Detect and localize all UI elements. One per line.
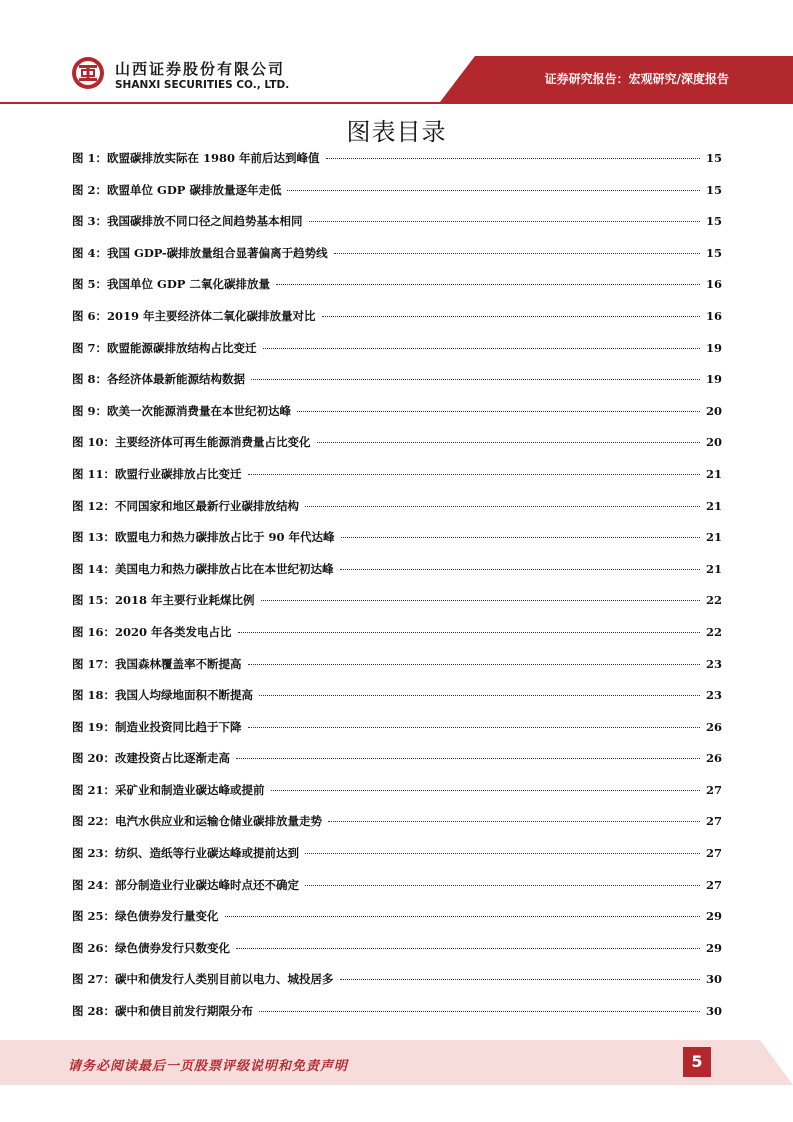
toc-dot-leader [238,632,700,633]
report-type-label: 证券研究报告：宏观研究/深度报告 [544,72,729,86]
toc-dot-leader [248,474,700,475]
toc-dot-leader [287,190,700,191]
toc-item[interactable] [72,813,722,845]
toc-item-label: 图 17：我国森林覆盖率不断提高 [72,656,242,671]
toc-item-page: 27 [705,814,722,829]
toc-item-label: 图 15：2018 年主要行业耗煤比例 [72,593,255,608]
toc-dot-leader [340,979,700,980]
toc-item[interactable] [72,624,722,656]
toc-dot-leader [305,506,700,507]
toc-item[interactable] [72,845,722,877]
toc-dot-leader [259,695,700,696]
toc-item[interactable] [72,308,722,340]
toc-item-label: 图 7：欧盟能源碳排放结构占比变迁 [72,340,257,355]
toc-item[interactable] [72,1003,722,1035]
toc-dot-leader [328,821,700,822]
toc-item-label: 图 19：制造业投资同比趋于下降 [72,719,242,734]
toc-item[interactable] [72,498,722,530]
toc-dot-leader [340,569,700,570]
toc-item-label: 图 5：我国单位 GDP 二氧化碳排放量 [72,277,270,292]
toc-item-label: 图 18：我国人均绿地面积不断提高 [72,688,254,703]
toc-item[interactable] [72,750,722,782]
toc-item-page: 22 [705,593,722,608]
toc-dot-leader [263,348,700,349]
toc-item-label: 图 11：欧盟行业碳排放占比变迁 [72,466,242,481]
toc-item-page: 15 [705,245,722,260]
toc-item-label: 图 13：欧盟电力和热力碳排放占比于 90 年代达峰 [72,530,335,545]
toc-dot-leader [322,316,700,317]
toc-item[interactable] [72,592,722,624]
toc-item-label: 图 6：2019 年主要经济体二氧化碳排放量对比 [72,308,316,323]
toc-item-label: 图 1：欧盟碳排放实际在 1980 年前后达到峰值 [72,151,320,165]
toc-item-label: 图 20：改建投资占比逐渐走高 [72,751,231,766]
toc-dot-leader [225,916,700,917]
toc-item-label: 图 3：我国碳排放不同口径之间趋势基本相同 [72,214,303,229]
toc-item-label: 图 2：欧盟单位 GDP 碳排放量逐年走低 [72,182,282,197]
toc-item[interactable] [72,908,722,940]
toc-item[interactable] [72,434,722,466]
toc-item-page: 20 [705,435,722,450]
toc-item-page: 30 [705,972,722,987]
toc-item-page: 16 [705,308,722,323]
toc-item-label: 图 22：电汽水供应业和运输仓储业碳排放量走势 [72,814,323,829]
toc-item-label: 图 9：欧美一次能源消费量在本世纪初达峰 [72,403,292,418]
toc-item[interactable] [72,782,722,814]
company-name-en: SHANXI SECURITIES CO., LTD. [115,79,290,91]
toc-item-page: 27 [705,782,722,797]
toc-item-label: 图 12：不同国家和地区最新行业碳排放结构 [72,498,300,513]
toc-dot-leader [261,600,700,601]
toc-item-label: 图 21：采矿业和制造业碳达峰或提前 [72,782,265,797]
toc-item[interactable] [72,403,722,435]
toc-item-label: 图 27：碳中和债发行人类别目前以电力、城投居多 [72,972,334,987]
toc-item-page: 19 [705,372,722,387]
toc-item[interactable] [72,182,722,214]
toc-item-page: 20 [705,403,722,418]
toc-item[interactable] [72,276,722,308]
toc-item-page: 22 [705,624,722,639]
toc-item-page: 21 [705,530,722,545]
toc-dot-leader [236,948,700,949]
toc-dot-leader [259,1011,700,1012]
toc-dot-leader [236,758,700,759]
toc-item-page: 27 [705,877,722,892]
toc-item-page: 23 [705,656,722,671]
toc-item-label: 图 8：各经济体最新能源结构数据 [72,372,246,387]
toc-item[interactable] [72,687,722,719]
toc-item-label: 图 28：碳中和债目前发行期限分布 [72,1004,254,1019]
toc-item[interactable] [72,245,722,277]
company-name-cn: 山西证券股份有限公司 [115,60,286,78]
toc-dot-leader [305,885,700,886]
shanxi-securities-logo-icon [70,55,106,91]
toc-item-page: 16 [705,277,722,292]
toc-dot-leader [297,411,700,412]
toc-item-page: 23 [705,688,722,703]
toc-item[interactable] [72,940,722,972]
toc-item[interactable] [72,719,722,751]
toc-item-label: 图 10：主要经济体可再生能源消费量占比变化 [72,435,311,450]
toc-item-page: 27 [705,846,722,861]
toc-item-page: 15 [705,214,722,229]
toc-item-label: 图 24：部分制造业行业碳达峰时点还不确定 [72,877,300,892]
toc-item-page: 21 [705,561,722,576]
toc-item[interactable] [72,213,722,245]
toc-dot-leader [317,442,700,443]
page-number: 5 [683,1047,711,1077]
toc-item[interactable] [72,371,722,403]
toc-item-page: 26 [705,751,722,766]
figure-list [72,150,722,1035]
toc-dot-leader [341,537,700,538]
toc-item[interactable] [72,529,722,561]
toc-dot-leader [248,664,700,665]
toc-item-page: 29 [705,940,722,955]
toc-item-label: 图 4：我国 GDP-碳排放量组合显著偏离于趋势线 [72,245,328,260]
toc-item-page: 19 [705,340,722,355]
toc-dot-leader [326,158,700,159]
toc-item-page: 21 [705,466,722,481]
toc-item[interactable] [72,340,722,372]
toc-item[interactable] [72,466,722,498]
toc-item[interactable] [72,656,722,688]
page-title: 图表目录 [346,118,447,146]
toc-item[interactable] [72,877,722,909]
toc-dot-leader [276,284,700,285]
toc-dot-leader [305,853,700,854]
toc-item-label: 图 23：纺织、造纸等行业碳达峰或提前达到 [72,846,300,861]
toc-item-page: 29 [705,909,722,924]
disclaimer-text: 请务必阅读最后一页股票评级说明和免责声明 [68,1059,349,1074]
toc-dot-leader [251,379,700,380]
toc-item-page: 21 [705,498,722,513]
toc-item-page: 26 [705,719,722,734]
toc-item-page: 15 [705,151,722,165]
toc-item-page: 15 [705,182,722,197]
page-header [0,0,793,110]
toc-dot-leader [248,727,700,728]
toc-item[interactable] [72,561,722,593]
toc-dot-leader [334,253,700,254]
toc-dot-leader [309,221,700,222]
toc-item-label: 图 16：2020 年各类发电占比 [72,624,232,639]
toc-item[interactable] [72,150,722,182]
toc-item[interactable] [72,971,722,1003]
toc-dot-leader [271,790,700,791]
toc-item-label: 图 26：绿色债券发行只数变化 [72,940,231,955]
header-divider [0,102,793,104]
toc-item-label: 图 25：绿色债券发行量变化 [72,909,219,924]
toc-item-label: 图 14：美国电力和热力碳排放占比在本世纪初达峰 [72,561,334,576]
toc-item-page: 30 [705,1004,722,1019]
